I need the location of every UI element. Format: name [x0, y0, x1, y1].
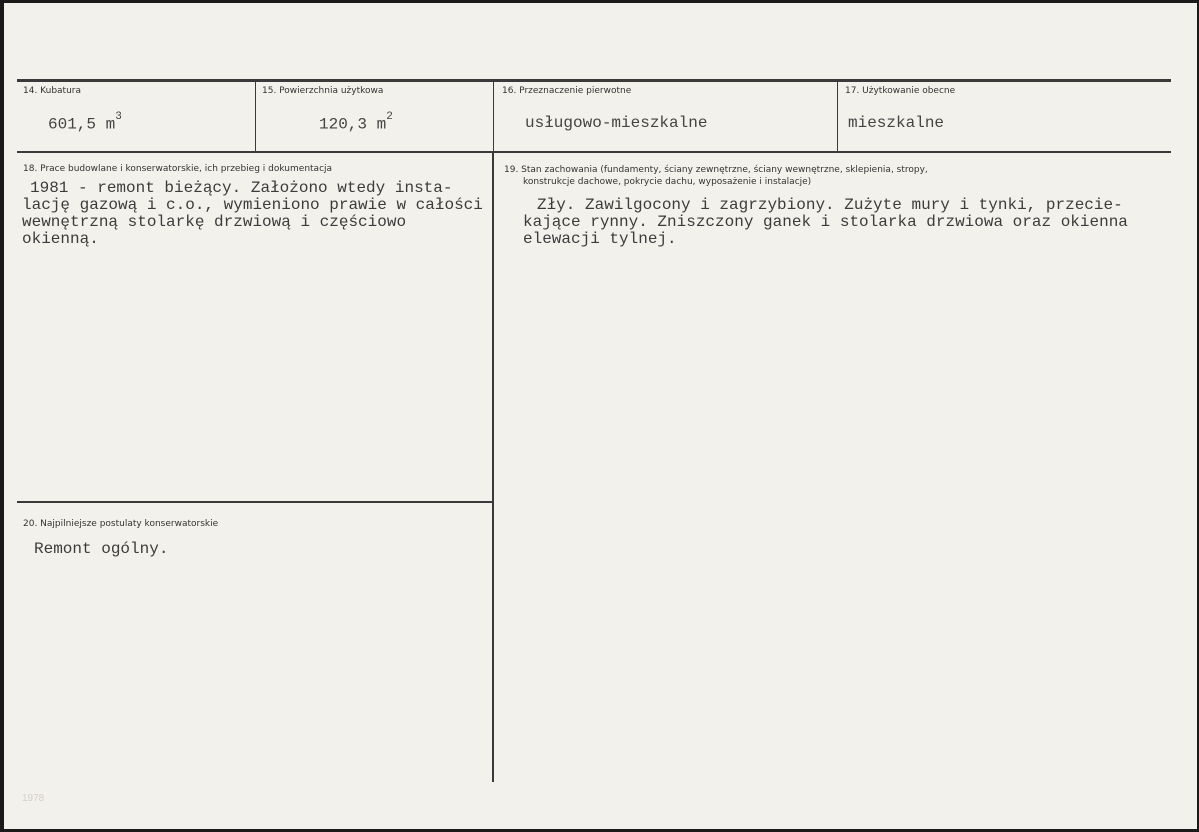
top-rule: [17, 79, 1171, 82]
field-14-value: 601,5 $m^3$: [48, 111, 122, 134]
rule-above-20: [17, 501, 493, 503]
field-18-label: 18. Prace budowlane i konserwatorskie, ich przebieg i dokumentacja: [23, 164, 333, 174]
field-15-value: 120,3 $m^2$: [319, 111, 393, 134]
field-18-line: okienną.: [22, 230, 99, 248]
field-19-line: elewacji tylnej.: [523, 230, 677, 248]
inventory-card: [4, 3, 1197, 829]
field-20-value: Remont ogólny.: [34, 540, 169, 558]
field-16-value: usługowo-mieszkalne: [525, 114, 708, 132]
field-16-label: 16. Przeznaczenie pierwotne: [502, 86, 632, 96]
field-15-label: 15. Powierzchnia użytkowa: [262, 86, 384, 96]
field-17-label: 17. Użytkowanie obecne: [845, 86, 956, 96]
field-19-line: kające rynny. Zniszczony ganek i stolarka drzwiowa oraz okienna: [523, 213, 1128, 231]
field-18-line: 1981 - remont bieżący. Założono wtedy insta-: [30, 179, 453, 197]
field-19-label-cont: konstrukcje dachowe, pokrycie dachu, wyposażenie i instalacje): [523, 177, 812, 187]
divider-15-16: [493, 80, 494, 152]
field-18-line: wewnętrzną stolarkę drzwiową i częściowo: [22, 213, 407, 231]
divider-16-17: [837, 80, 838, 152]
field-20-label: 20. Najpilniejsze postulaty konserwatorskie: [23, 519, 219, 529]
field-19-line: Zły. Zawilgocony i zagrzybiony. Zużyte mury i tynki, przecie-: [537, 196, 1123, 214]
field-14-label: 14. Kubatura: [23, 86, 82, 96]
mid-rule: [17, 151, 1171, 153]
field-18-line: lację gazową i c.o., wymieniono prawie w całości: [22, 196, 483, 214]
field-17-value: mieszkalne: [848, 114, 945, 132]
divider-left-right: [492, 152, 494, 782]
pencil-note: 1978: [22, 793, 45, 804]
field-19-label: 19. Stan zachowania (fundamenty, ściany zewnętrzne, ściany wewnętrzne, sklepienia, stropy,: [504, 165, 928, 175]
divider-14-15: [255, 80, 256, 152]
